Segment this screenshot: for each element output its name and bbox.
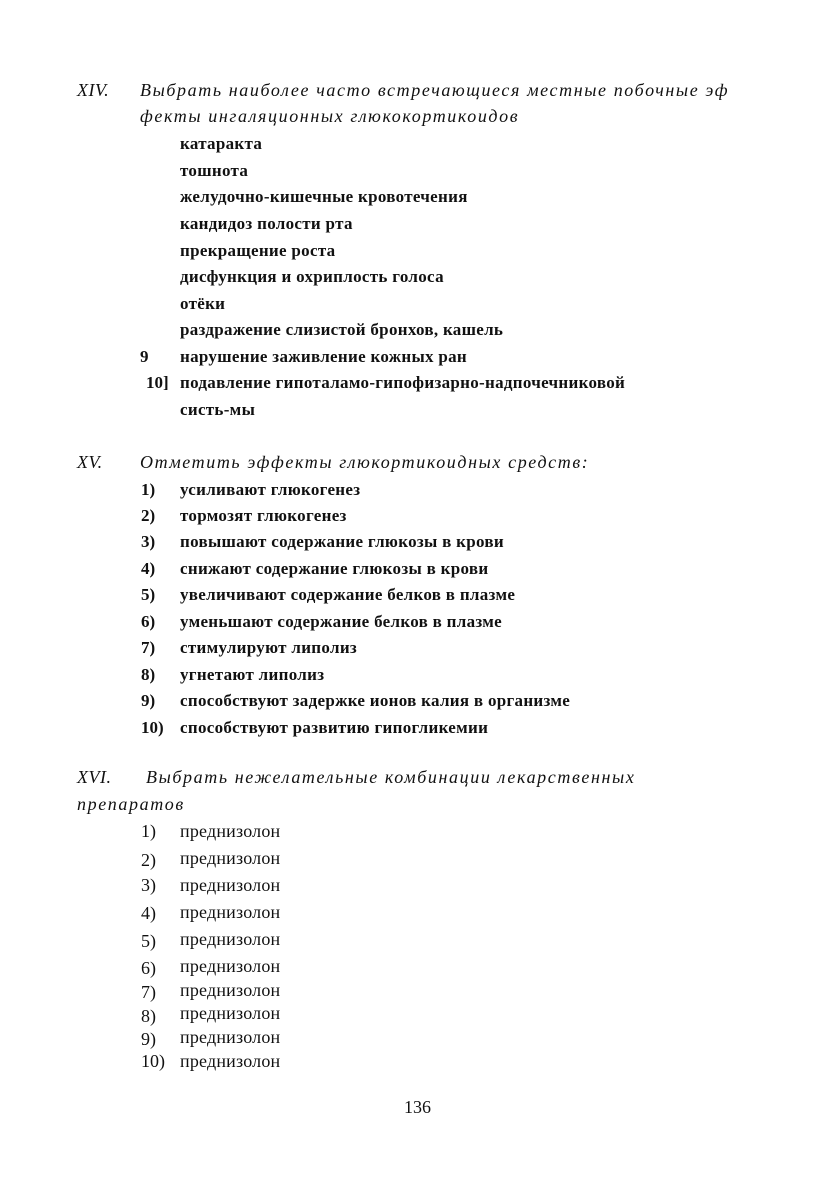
option-number: 6) <box>141 612 156 631</box>
option-number: 1) <box>141 821 156 841</box>
option-number: 10] <box>146 373 169 392</box>
option-number: 6) <box>141 958 156 978</box>
answer-option: снижают содержание глюкозы в крови <box>180 559 489 578</box>
question-number: XIV. <box>77 80 110 100</box>
answer-option: желудочно-кишечные кровотечения <box>180 187 468 206</box>
answer-option: тормозят глюкогенез <box>180 506 347 525</box>
option-number: 2) <box>141 506 156 525</box>
option-number: 7) <box>141 982 156 1002</box>
page-number: 136 <box>404 1097 431 1117</box>
answer-option: способствуют задержке ионов калия в организме <box>180 691 571 710</box>
question-number: XVI. <box>77 767 112 787</box>
option-number: 4) <box>141 903 156 923</box>
answer-option: уменьшают содержание белков в плазме <box>180 612 502 631</box>
answer-option: кандидоз полости рта <box>180 214 353 233</box>
option-number: 10) <box>141 718 164 737</box>
option-number: 9 <box>140 347 149 366</box>
answer-option: подавление гипоталамо-гипофизарно-надпочечниковой <box>180 373 626 392</box>
question-text-line-1: Отметить эффекты глюкортикоидных средств: <box>140 452 590 472</box>
question-number: XV. <box>77 452 103 472</box>
answer-option: преднизолон <box>180 1003 281 1023</box>
option-number: 9) <box>141 1029 156 1049</box>
answer-option: преднизолон <box>180 1027 281 1047</box>
option-number: 7) <box>141 638 156 657</box>
answer-option: нарушение заживление кожных ран <box>180 347 468 366</box>
answer-option: усиливают глюкогенез <box>180 480 361 499</box>
answer-option: преднизолон <box>180 821 281 841</box>
answer-option: раздражение слизистой бронхов, кашель <box>180 320 504 339</box>
option-number: 8) <box>141 665 156 684</box>
option-number: 3) <box>141 532 156 551</box>
answer-option: преднизолон <box>180 929 281 949</box>
option-number: 9) <box>141 691 156 710</box>
answer-option: увеличивают содержание белков в плазме <box>180 585 516 604</box>
option-number: 3) <box>141 875 156 895</box>
answer-option: стимулируют липолиз <box>180 638 358 657</box>
answer-option: преднизолон <box>180 980 281 1000</box>
answer-option: способствуют развитию гипогликемии <box>180 718 489 737</box>
answer-option: отёки <box>180 294 226 313</box>
answer-option: преднизолон <box>180 848 281 868</box>
option-number: 5) <box>141 931 156 951</box>
option-number: 4) <box>141 559 156 578</box>
option-number: 2) <box>141 850 156 870</box>
question-text-line-1: Выбрать нежелательные комбинации лекарственных <box>146 767 636 787</box>
answer-option: катаракта <box>180 134 263 153</box>
answer-option: преднизолон <box>180 1051 281 1071</box>
answer-option: дисфункция и охриплость голоса <box>180 267 444 286</box>
answer-option: тошнота <box>180 161 249 180</box>
question-text-line-1: Выбрать наиболее часто встречающиеся местные побочные эф <box>140 80 730 100</box>
answer-option: преднизолон <box>180 902 281 922</box>
answer-option: угнетают липолиз <box>180 665 325 684</box>
option-number: 10) <box>141 1051 165 1071</box>
answer-option-continuation: систь-мы <box>180 400 256 419</box>
answer-option: преднизолон <box>180 956 281 976</box>
option-number: 1) <box>141 480 156 499</box>
answer-option: прекращение роста <box>180 241 336 260</box>
option-number: 5) <box>141 585 156 604</box>
option-number: 8) <box>141 1006 156 1026</box>
question-text-line-2: фекты ингаляционных глюкокортикоидов <box>140 106 520 126</box>
answer-option: преднизолон <box>180 875 281 895</box>
answer-option: повышают содержание глюкозы в крови <box>180 532 504 551</box>
question-text-line-2: препаратов <box>77 794 185 814</box>
